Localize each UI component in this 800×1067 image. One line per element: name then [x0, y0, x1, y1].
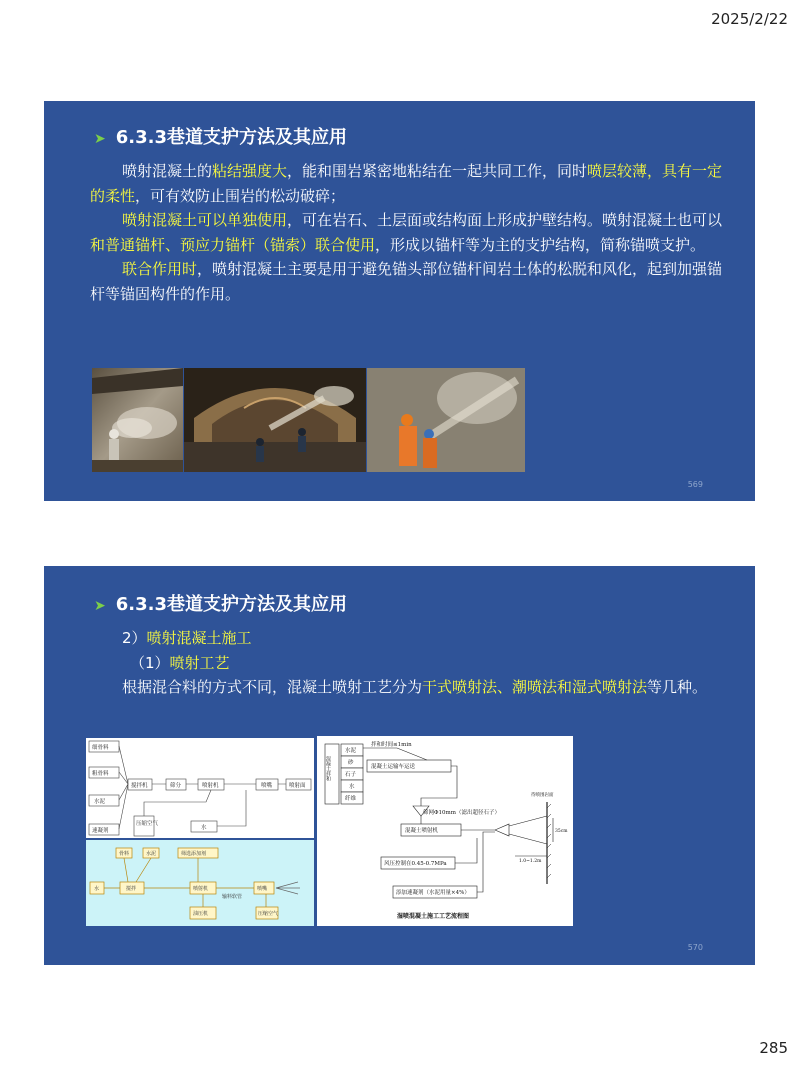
text-run: （1）: [130, 653, 170, 672]
photo-shotcrete-3: [367, 368, 525, 472]
diagram-label: 混凝土喷射机: [405, 828, 439, 834]
slide-title: [94, 590, 347, 616]
bullet-arrow-icon: ➤: [94, 131, 106, 147]
diagram-label: 水泥: [146, 851, 157, 857]
slide-number: 569: [687, 480, 703, 489]
diagram-label: 喷射面: [289, 783, 306, 789]
diagram-label: 搅拌: [126, 886, 137, 892]
text-run: ，喷射混凝土主要是用于避免锚头部位锚杆间岩土体的松脱和风化，起到加强锚杆等锚固构件的作用。: [90, 260, 723, 303]
diagram-caption: 湿喷混凝土施工工艺流程图: [397, 913, 470, 920]
slide-title: [94, 123, 347, 149]
wet-process-diagram: [86, 840, 314, 926]
diagram-label: 喷射机: [202, 783, 219, 789]
highlight-run: 喷射工艺: [169, 653, 230, 672]
page-number: 285: [759, 1039, 788, 1057]
diagram-label: 筛网Φ10mm（滤出超径石子）: [423, 810, 500, 816]
slide-569: [44, 101, 755, 501]
diagram-label: 水泥: [345, 748, 357, 754]
photo-shotcrete-1: [92, 368, 183, 472]
text-run: ，可在岩石、土层面或结构面上形成护壁结构。喷射混凝土也可以: [287, 211, 723, 229]
highlight-run: 联合作用时: [122, 260, 198, 278]
slide-title-text: 6.3.3巷道支护方法及其应用: [115, 594, 347, 615]
slide-body: [90, 159, 730, 306]
highlight-run: 干式喷射法、潮喷法和湿式喷射法: [422, 678, 648, 696]
highlight-run: 喷射混凝土施工: [146, 629, 252, 647]
diagram-label: 细骨料: [92, 745, 109, 751]
diagram-label: 油压机: [193, 911, 209, 917]
diagram-label: 喷嘴: [261, 783, 273, 789]
line-1: [90, 626, 730, 651]
diagram-label: 待喷围岩面: [531, 793, 554, 798]
diagram-label: 砂: [348, 760, 354, 766]
diagram-label: 石子: [345, 772, 357, 778]
diagram-label: 水: [201, 825, 207, 831]
page-date: 2025/2/22: [711, 10, 788, 28]
diagram-label: 混凝土拌和: [325, 756, 331, 781]
text-run: 根据混合料的方式不同，混凝土喷射工艺分为: [122, 678, 423, 696]
paragraph-1: [90, 159, 730, 208]
diagram-label: 风压控制在0.45-0.7MPa: [384, 861, 447, 867]
bullet-arrow-icon: ➤: [94, 598, 106, 614]
diagram-label: 添加速凝剂（水泥用量×4%）: [396, 890, 470, 896]
diagram-label: 速凝剂: [92, 828, 109, 834]
diagram-label: 水: [349, 784, 355, 790]
highlight-run: 喷射混凝土可以单独使用: [122, 211, 288, 229]
paragraph-2: [90, 208, 730, 257]
text-run: ，可有效防止围岩的松动破碎；: [135, 186, 346, 205]
dry-process-diagram: [86, 738, 314, 838]
slide-body: [90, 626, 730, 700]
diagram-label: 搅拌机: [131, 783, 148, 789]
slide-title-text: 6.3.3巷道支护方法及其应用: [115, 127, 347, 148]
diagram-label: 筛选添加剂: [181, 851, 207, 857]
diagram-label: 喷射机: [193, 886, 209, 892]
slide-number: 570: [687, 943, 703, 952]
diagram-label: 输料软管: [222, 894, 243, 900]
diagram-label: 水: [94, 886, 100, 892]
diagram-label: 纤维: [345, 796, 357, 802]
diagram-label: 1.0~1.2m: [519, 859, 542, 864]
text-run: ，能和围岩紧密地粘结在一起共同工作，同时: [287, 162, 588, 180]
diagram-label: 压缩空气: [136, 821, 159, 827]
diagram-label: 拌和时间≤1min: [371, 742, 412, 748]
diagram-label: 35cm: [555, 829, 568, 834]
paragraph: [90, 675, 730, 700]
wet-shotcrete-flow-chart: [317, 736, 573, 926]
diagram-label: 压缩空气: [258, 911, 279, 917]
text-run: 等几种。: [647, 678, 708, 696]
diagram-label: 混凝土运输车运送: [371, 764, 416, 770]
slide-570: [44, 566, 755, 965]
diagram-label: 骨料: [119, 851, 130, 857]
highlight-run: 和普通锚杆、预应力锚杆（锚索）联合使用: [90, 235, 376, 254]
highlight-run: 粘结强度大: [212, 162, 288, 180]
highlight-run: 喷层较薄，具有一定的柔性: [90, 162, 723, 205]
line-2: [90, 651, 730, 676]
text-run: 2）: [122, 629, 147, 647]
text-run: 喷射混凝土的: [122, 162, 213, 180]
diagram-label: 喷嘴: [257, 886, 268, 892]
diagram-label: 粗骨料: [92, 771, 109, 777]
diagram-label: 筛分: [170, 783, 182, 789]
text-run: ，形成以锚杆等为主的支护结构，简称锚喷支护。: [375, 235, 706, 254]
photo-shotcrete-2: [184, 368, 366, 472]
diagram-label: 水泥: [94, 799, 106, 805]
paragraph-3: [90, 257, 730, 306]
